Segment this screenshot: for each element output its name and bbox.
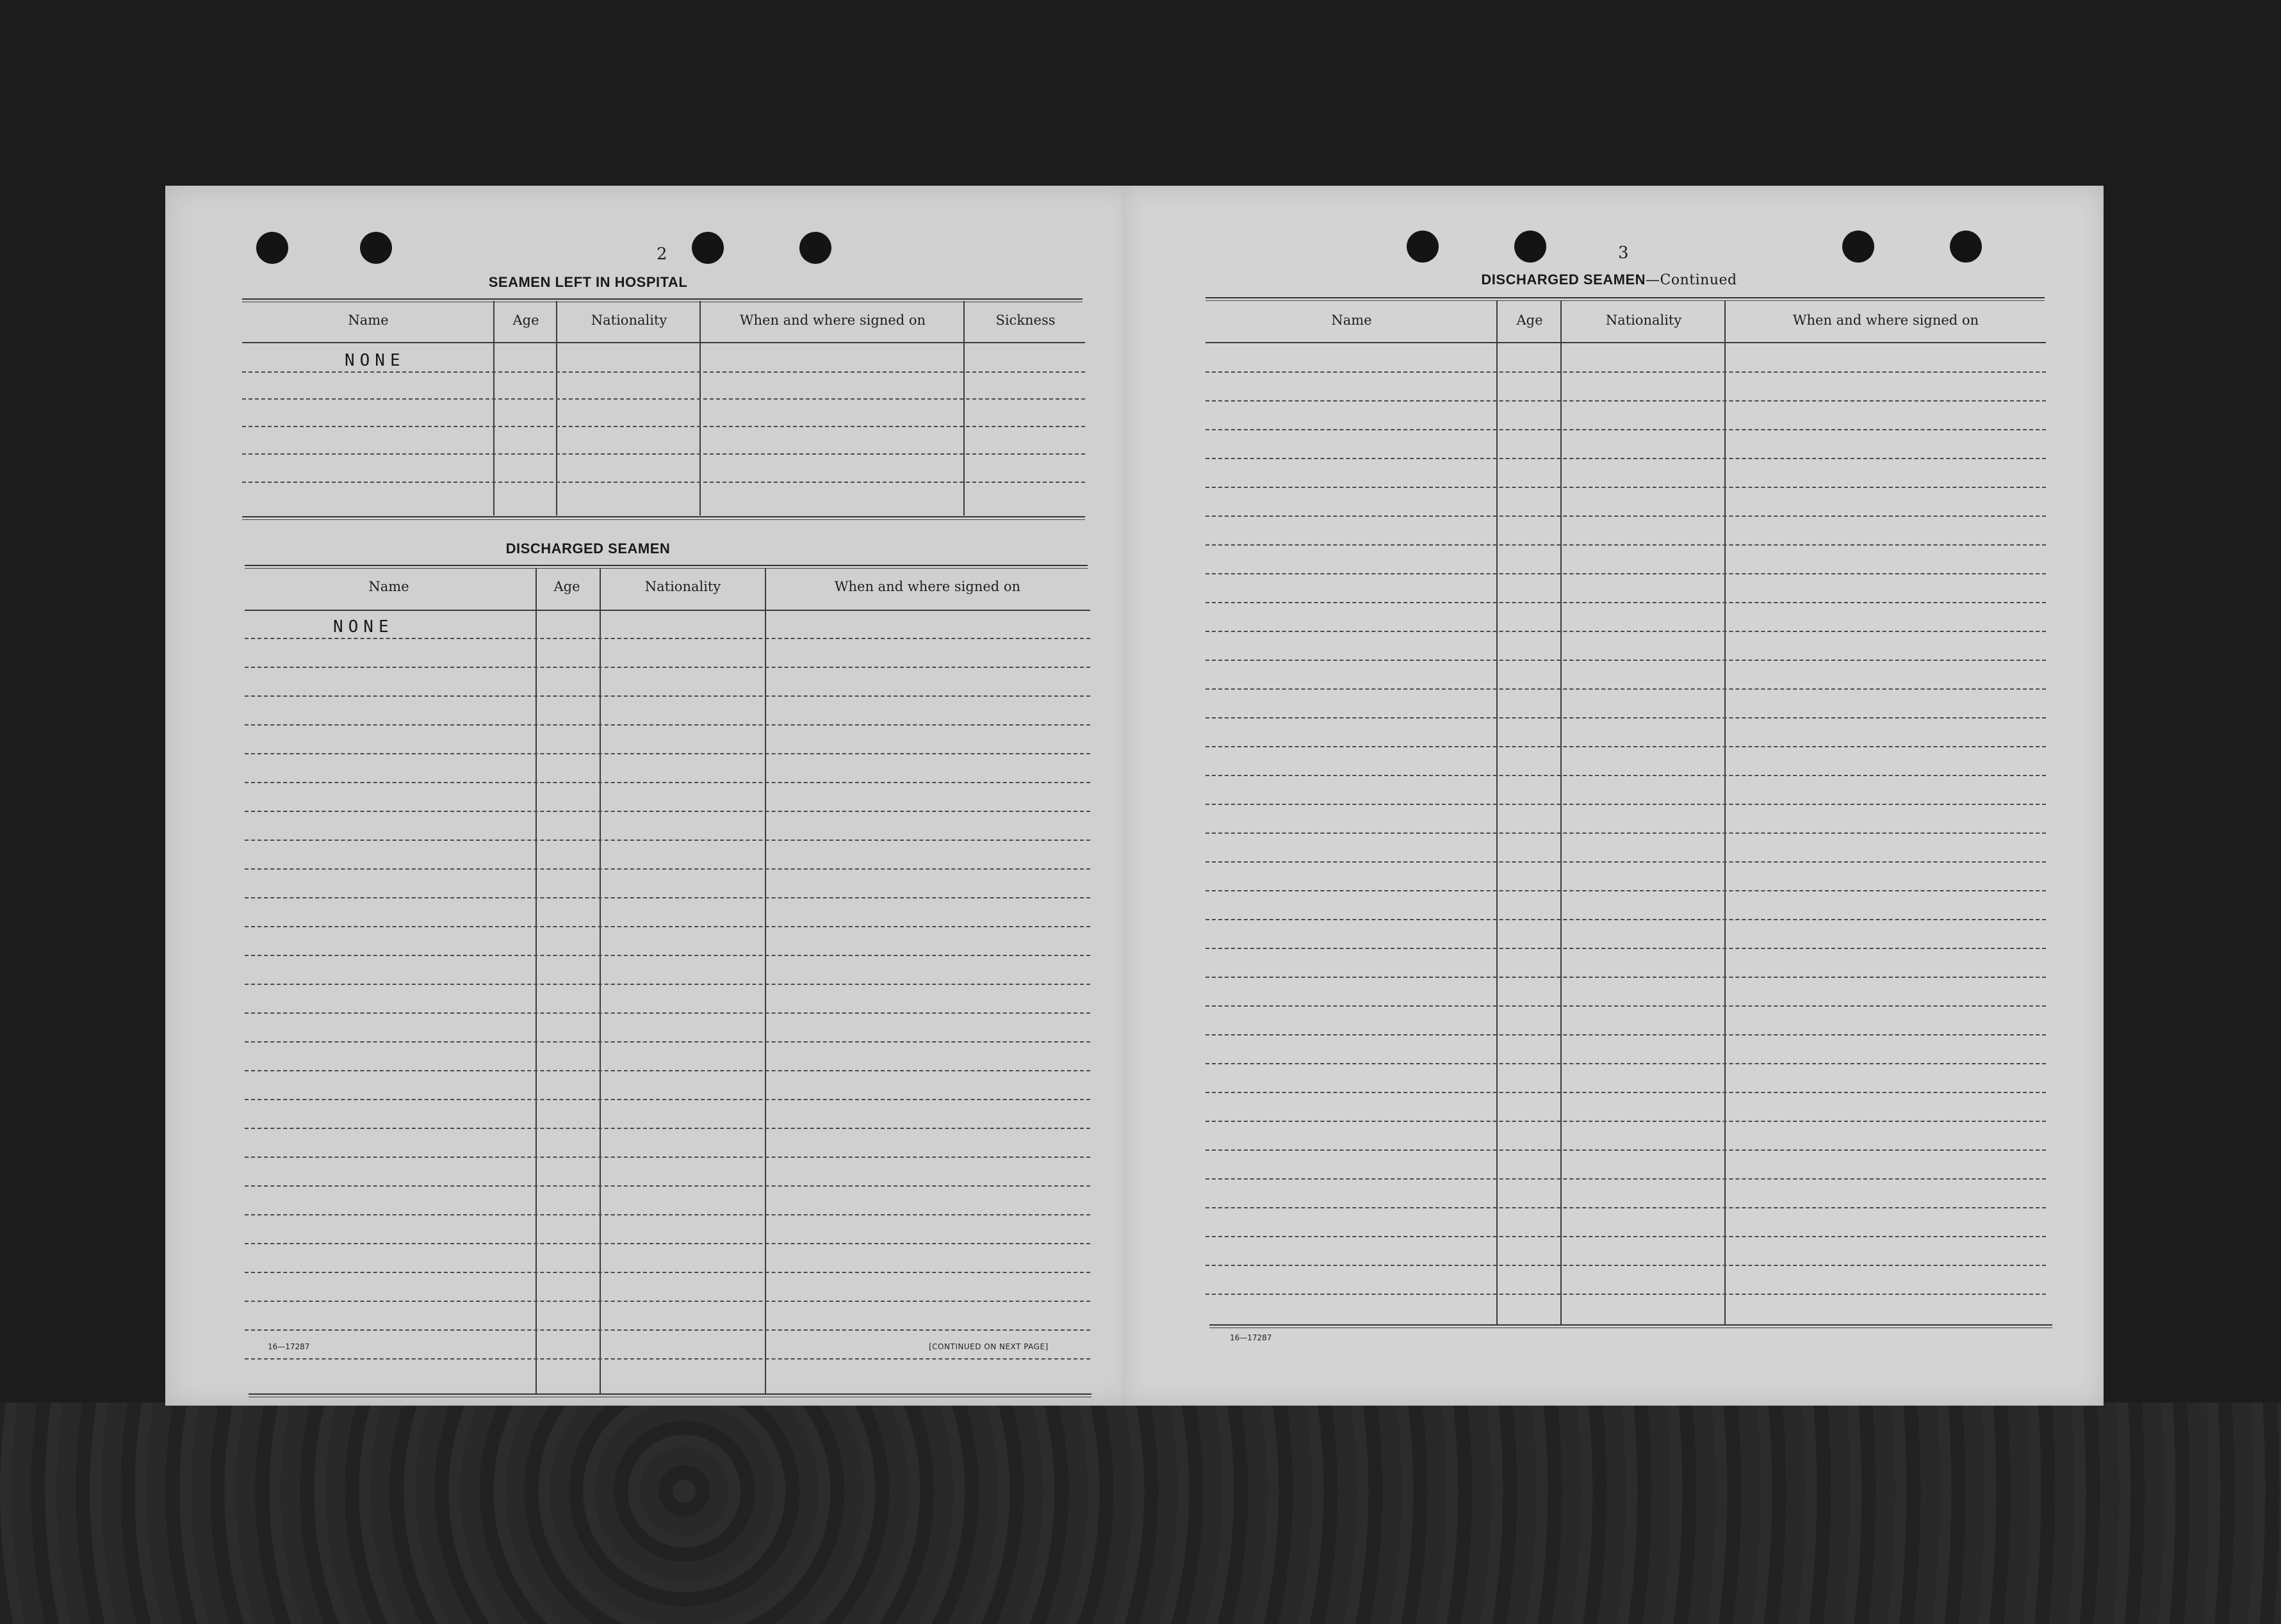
column-divider [765,569,766,1395]
column-header-signed-on: When and where signed on [739,313,926,328]
table-row-line [245,1041,1090,1043]
discharged-entry-name: NONE [333,617,394,637]
table-row-line [1206,429,2046,430]
table-row-line [245,1358,1090,1360]
table-row-line [1206,516,2046,517]
section-rule [242,298,1083,300]
column-header-name: Name [1331,313,1372,328]
column-divider [963,301,965,516]
hospital-section-title: SEAMEN LEFT IN HOSPITAL [488,274,688,290]
table-row-line [1206,890,2046,891]
section-rule [249,1393,1091,1395]
column-divider [1560,301,1562,1326]
left-page [165,186,1135,1406]
column-divider [556,301,557,516]
column-header-age: Age [553,579,580,594]
discharged-section-title: DISCHARGED SEAMEN [505,540,671,556]
table-row-line [242,453,1085,455]
discharged-continued-title [1391,272,1827,288]
column-header-signed-on: When and where signed on [834,579,1021,594]
table-row-line [245,1214,1090,1215]
discharged-continued-title-text: DISCHARGED SEAMEN [1481,272,1646,288]
table-row-line [245,1012,1090,1014]
table-row-line [245,782,1090,783]
table-row-line [242,398,1085,400]
table-row-line [1206,948,2046,949]
table-row-line [245,897,1090,898]
punch-hole [692,232,724,264]
hospital-entry-name: NONE [345,351,405,370]
form-code-label: 16—17287 [1230,1333,1272,1342]
right-page [1122,186,2104,1406]
table-row-line [1206,1092,2046,1093]
table-row-line [1206,775,2046,776]
table-row-line [1206,1178,2046,1180]
table-row-line [245,1185,1090,1187]
section-rule [242,516,1085,517]
column-divider [536,569,537,1395]
table-row-line [1206,1034,2046,1035]
table-row-line [1206,544,2046,546]
column-divider [1496,301,1498,1326]
table-row-line [1206,400,2046,402]
table-row-line [245,1070,1090,1071]
table-row-line [242,371,1085,373]
column-header-nationality: Nationality [591,313,667,328]
page-number: 2 [657,245,667,264]
table-row-line [245,667,1090,668]
table-row-line [1206,602,2046,603]
scanner-background [0,1402,2281,1624]
table-row-line [245,1157,1090,1158]
table-row-line [1206,1236,2046,1237]
column-header-name: Name [348,313,389,328]
column-header-nationality: Nationality [1605,313,1682,328]
table-row-line [1206,1207,2046,1208]
section-rule [1209,1324,2052,1326]
table-row-line [242,426,1085,427]
table-row-line [1206,861,2046,863]
table-row-line [1206,458,2046,459]
table-row-line [1206,1063,2046,1064]
table-row-line [1206,832,2046,834]
column-header-signed-on: When and where signed on [1792,313,1979,328]
table-row-line [245,868,1090,870]
column-divider [493,301,495,516]
header-underline [242,342,1085,343]
table-row-line [245,955,1090,956]
table-row-line [1206,1265,2046,1266]
punch-hole [1842,231,1874,263]
punch-hole [1514,231,1546,263]
table-row-line [245,1301,1090,1302]
table-row-line [1206,1005,2046,1007]
punch-hole [360,232,392,264]
punch-hole [1950,231,1982,263]
punch-hole [1407,231,1439,263]
table-row-line [245,1099,1090,1100]
column-divider [1724,301,1726,1326]
table-row-line [245,753,1090,754]
table-row-line [1206,1149,2046,1151]
table-row-line [1206,919,2046,920]
column-divider [600,569,601,1395]
table-row-line [1206,371,2046,373]
table-row-line [245,695,1090,697]
column-header-age: Age [512,313,539,328]
table-row-line [1206,717,2046,719]
page-number: 3 [1618,243,1629,263]
punch-hole [799,232,831,264]
column-header-name: Name [368,579,409,594]
table-row-line [1206,977,2046,978]
column-header-age: Age [1516,313,1543,328]
table-row-line [245,638,1090,639]
table-row-line [1206,1294,2046,1295]
continued-note: [CONTINUED ON NEXT PAGE] [929,1342,1049,1351]
table-row-line [1206,688,2046,690]
table-row-line [245,1329,1090,1331]
table-row-line [1206,631,2046,632]
column-divider [699,301,701,516]
header-underline [245,610,1090,611]
section-rule [245,565,1088,566]
header-underline [1206,342,2046,343]
form-code-label: 16—17287 [268,1342,310,1351]
column-header-nationality: Nationality [644,579,721,594]
table-row-line [242,482,1085,483]
table-row-line [1206,487,2046,488]
punch-hole [256,232,288,264]
column-header-sickness: Sickness [995,313,1056,328]
table-row-line [1206,804,2046,805]
table-row-line [245,811,1090,812]
table-row-line [245,984,1090,985]
table-row-line [245,1128,1090,1129]
section-rule [1206,297,2045,298]
table-row-line [1206,1121,2046,1122]
table-row-line [245,840,1090,841]
table-row-line [245,926,1090,927]
table-row-line [1206,746,2046,747]
table-row-line [245,1272,1090,1273]
table-row-line [1206,573,2046,574]
continued-suffix: —Continued [1646,272,1737,288]
table-row-line [245,1243,1090,1244]
table-row-line [245,724,1090,726]
table-row-line [1206,660,2046,661]
